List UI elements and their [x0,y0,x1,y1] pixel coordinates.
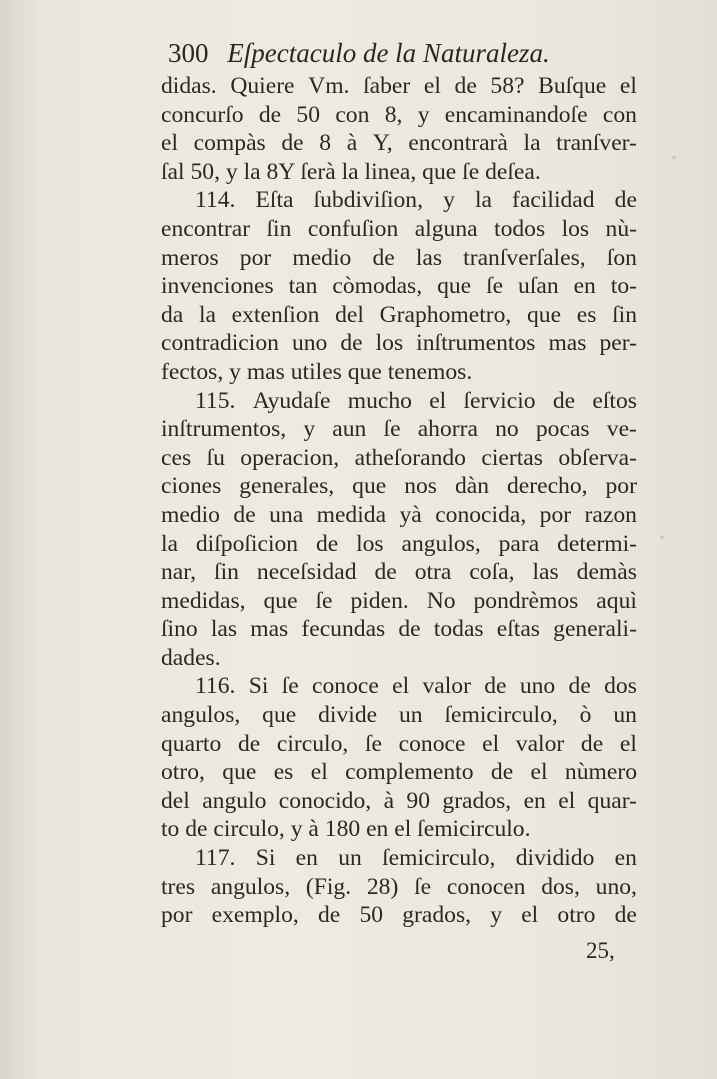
text-line [161,530,637,559]
word: valor [422,673,471,700]
word: otra [414,559,452,586]
word: un [338,845,362,872]
word: de [568,673,591,700]
word: por [161,902,193,929]
word: ſin [214,559,239,586]
word: angulo [202,787,267,814]
word: es [273,759,294,786]
word: (Fig. [305,873,352,900]
word: à [346,130,358,157]
word: da [161,301,184,328]
word: uno [291,330,328,357]
word: otro, [161,759,205,786]
text-line-content: dades. [161,644,221,671]
word: diſpoſicion [195,530,299,557]
word: de [340,330,363,357]
word: ò [579,702,592,729]
word: el [310,759,328,786]
word: 8 [319,130,332,157]
word: piden. [350,587,409,614]
running-title: Eſpectaculo de la Naturaleza. [227,38,550,68]
word: medidas, [161,587,246,614]
word: Buſque [538,73,607,99]
word: del [161,787,190,814]
word: y [303,416,316,443]
text-line [161,129,637,158]
word: dos [604,673,637,700]
word: ve- [606,416,637,443]
word: invenciones [161,273,274,300]
word: un [398,702,423,729]
word: valor [515,730,565,757]
word: encaminandoſe [444,101,588,128]
word: ſino [161,616,198,643]
word: inſtrumentos, [161,416,287,443]
word: grados, [442,787,512,814]
word: razon [584,501,637,528]
word: generales, [239,473,335,500]
word: angulos, [161,702,241,729]
word: 50 [359,902,384,929]
word: confuſion [307,215,399,242]
word: de [580,730,604,757]
word: Y, [372,130,393,157]
word: de [454,73,477,99]
word: el [392,673,410,700]
word: que [437,273,472,300]
word: los [356,530,384,557]
word: para [498,530,540,557]
word: que [222,759,257,786]
word: por [539,501,572,528]
text-line [161,158,637,187]
word: dividido [515,845,595,872]
text-line [161,101,637,130]
page-number: 300 [168,38,209,68]
word: una [269,501,304,528]
text-line [161,215,637,244]
word: ahorra [417,416,478,443]
word: didas. [161,73,217,99]
word: 58? [490,73,525,99]
word: ſu [206,444,225,471]
word: los [561,215,590,242]
text-line [161,901,637,930]
word: tres [161,873,196,900]
word: Quiere [230,73,295,99]
word: concurſo [161,101,244,128]
word: que [352,473,387,500]
word: ſervicio [463,387,536,414]
word: mucho [347,387,412,414]
word: de [614,187,637,214]
word: Ayudaſe [252,387,331,414]
word: angulos, [210,873,291,900]
word: medida [316,501,387,528]
word: conoce [312,673,379,700]
word: alguna [414,215,478,242]
word: del [335,301,364,328]
word: meros [161,244,219,271]
word: 115. [195,387,236,414]
word: No [426,587,456,614]
word: el [161,130,179,157]
bleed-through-mark: ▪ [672,150,677,164]
text-line [161,730,637,759]
page-header [168,38,588,69]
word: que [263,587,298,614]
word: nùmero [564,759,637,786]
word: exemplo, [211,902,299,929]
word: de [315,530,339,557]
word: 90 [406,787,431,814]
word: de [614,902,637,929]
word: el [530,759,548,786]
word: encontrarà [408,130,508,157]
word: el [423,73,441,99]
word: las [210,616,238,643]
word: de [490,759,514,786]
text-line [161,501,637,530]
word: conoce [398,730,466,757]
text-line [161,644,637,673]
word: uno, [595,873,637,900]
word: el [429,387,447,414]
word: mas [548,330,587,357]
text-line [161,244,637,273]
text-line [161,587,637,616]
text-line-content: ſal 50, y la 8Y ſerà la linea, que ſe deſea. [161,158,541,185]
text-line [161,815,637,844]
word: la [523,130,541,157]
word: nos [404,473,437,500]
word: ciones [161,473,222,500]
word: còmodas, [332,273,423,300]
word: en [295,845,318,872]
text-line [161,72,637,101]
word: en [573,273,596,300]
word: ſubdiviſion, [313,187,424,214]
word: el [482,730,500,757]
word: uſan [518,273,559,300]
word: ciertas [481,444,543,471]
word: facilidad [512,187,595,214]
word: conocen [446,873,526,900]
word: el [619,73,637,99]
word: con [602,101,637,128]
word: ſe [383,416,401,443]
word: conocido, [278,787,372,814]
word: que [527,301,562,328]
word: fecundas [301,616,386,643]
word: 50 [296,101,321,128]
word: de [484,673,507,700]
word: conocida, [435,501,527,528]
text-line [161,758,637,787]
word: divide [318,702,378,729]
bleed-through-mark: ▪ [660,530,665,544]
word: dàn [454,473,490,500]
word: por [605,473,637,500]
word: tranſverſales, [463,244,586,271]
text-line [161,415,637,444]
word: Eſta [255,187,294,214]
body-text [161,72,637,930]
word: demàs [576,559,637,586]
word: y [443,187,455,214]
word: ſe [364,730,382,757]
word: ſe [315,587,333,614]
word: de [258,101,282,128]
word: angulos, [401,530,481,557]
word: compàs [193,130,266,157]
word: coſa, [469,559,515,586]
word: grados, [402,902,472,929]
word: atheſorando [354,444,466,471]
text-line [161,301,637,330]
word: medio [161,501,220,528]
word: extenſion [231,301,320,328]
word: Si [255,845,276,872]
word: 114. [195,187,236,214]
word: eſtos [592,387,637,414]
word: mas [250,616,289,643]
word: ſaber [363,73,411,99]
word: que [262,702,297,729]
word: circulo, [276,730,349,757]
word: por [239,244,272,271]
word: yà [399,501,422,528]
word: encontrar [161,215,251,242]
word: pondrèmos [473,587,579,614]
word: de [374,559,397,586]
word: tranſver- [556,130,637,157]
word: la [161,530,179,557]
word: de [552,387,576,414]
word: à [383,787,395,814]
word: derecho, [506,473,588,500]
word: todos [494,215,546,242]
word: per- [599,330,637,357]
word: operacion, [240,444,340,471]
word: Graphometro, [379,301,512,328]
word: nù- [605,215,637,242]
word: quar- [587,787,637,814]
word: ces [161,444,192,471]
word: aquì [596,587,637,614]
text-line [161,444,637,473]
word: medio [292,244,352,271]
word: ſe [281,673,299,700]
word: ſemicirculo, [382,845,496,872]
word: ſin [266,215,292,242]
text-line [161,873,637,902]
word: 116. [195,673,236,700]
text-line-content: fectos, y mas utiles que tenemos. [161,358,473,385]
word: el [619,730,637,757]
word: otro [557,902,596,929]
text-line [161,272,637,301]
word: de [281,130,304,157]
word: de [237,730,261,757]
word: en [614,845,637,872]
word: determi- [557,530,637,557]
word: neceſsidad [256,559,357,586]
word: 117. [195,845,236,872]
word: tan [288,273,318,300]
text-line [161,472,637,501]
word: pocas [535,416,590,443]
word: nar, [161,559,197,586]
text-line [161,558,637,587]
text-line [161,358,637,387]
text-line [161,186,637,215]
word: los [375,330,404,357]
word: eſtas [496,616,540,643]
text-line [161,329,637,358]
word: el [558,787,576,814]
word: de [398,616,421,643]
word: complemento [345,759,474,786]
word: inſtrumentos [416,330,536,357]
word: ſin [612,301,637,328]
word: las [532,559,559,586]
word: y [490,902,503,929]
word: con [335,101,370,128]
word: uno [519,673,556,700]
text-line [161,701,637,730]
word: 28) [366,873,399,900]
word: contradicion [161,330,279,357]
word: de [372,244,395,271]
word: las [415,244,443,271]
word: 8, [384,101,403,128]
catchword: 25, [586,938,615,963]
text-line [161,844,637,873]
word: ſe [486,273,504,300]
word: un [613,702,637,729]
text-line [161,387,637,416]
word: y [417,101,430,128]
text-line [161,672,637,701]
word: quarto [161,730,222,757]
text-line [161,787,637,816]
word: el [521,902,539,929]
word: generali- [553,616,637,643]
word: de [233,501,256,528]
word: ſon [606,244,637,271]
word: no [495,416,519,443]
word: ſemicirculo, [444,702,558,729]
word: todas [433,616,484,643]
word: la [474,187,492,214]
word: de [317,902,341,929]
word: aun [332,416,367,443]
word: dos, [541,873,580,900]
word: la [198,301,216,328]
word: es [576,301,597,328]
word: obſerva- [558,444,637,471]
word: to- [610,273,637,300]
word: ſe [414,873,432,900]
word: en [523,787,546,814]
word: Vm. [308,73,350,99]
text-line [161,615,637,644]
text-line-content: to de circulo, y à 180 en el ſemicirculo. [161,816,531,843]
word: Si [248,673,269,700]
